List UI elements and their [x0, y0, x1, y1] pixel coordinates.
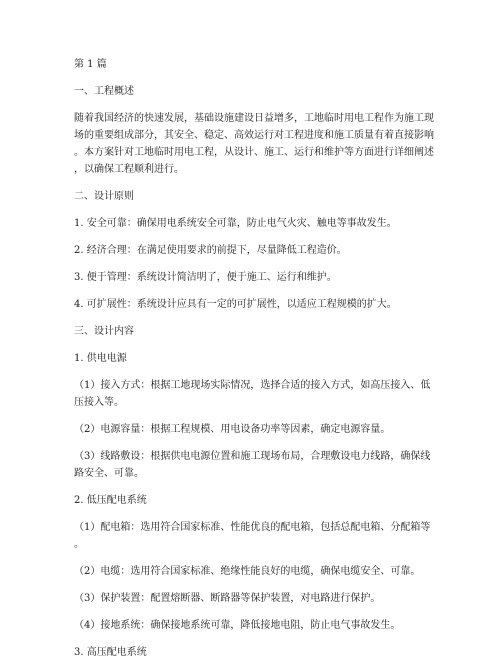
page-label: 第 1 篇	[74, 59, 107, 70]
item-line: （1）接入方式：根据工地现场实际情况，选择合适的接入方式，如高压接入、低	[74, 380, 431, 391]
item-line: （4）接地系统：确保接地系统可靠，降低接地电阻，防止电气事故发生。	[74, 620, 401, 631]
item-line: 压接入等。	[74, 397, 124, 408]
subsection-title-power-source: 1. 供电电源	[74, 353, 127, 364]
principle-item: 4. 可扩展性：系统设计应具有一定的可扩展性，以适应工程规模的扩大。	[74, 299, 397, 310]
overview-paragraph	[74, 110, 434, 178]
power-source-item-1	[74, 377, 430, 411]
section-heading-design-content: 三、设计内容	[74, 326, 134, 337]
paragraph-line: 随着我国经济的快速发展，基础设施建设日益增多，工地临时用电工程作为施工现	[74, 113, 434, 124]
item-line: 路安全、可靠。	[74, 468, 144, 479]
principle-item: 3. 便于管理：系统设计简洁明了，便于施工、运行和维护。	[74, 272, 337, 283]
item-line: （1）配电箱：选用符合国家标准、性能优良的配电箱，包括总配电箱、分配箱等	[74, 522, 431, 533]
principle-item: 1. 安全可靠：确保用电系统安全可靠，防止电气火灾、触电等事故发生。	[74, 218, 397, 229]
document-content	[74, 56, 434, 661]
power-source-item-3	[74, 448, 430, 482]
section-heading-design-principles: 二、设计原则	[74, 191, 134, 202]
low-voltage-item-1	[74, 519, 430, 553]
section-heading-overview: 一、工程概述	[74, 86, 134, 97]
paragraph-line: 。本方案针对工地临时用电工程，从设计、施工、运行和维护等方面进行详细阐述	[74, 147, 434, 158]
item-line: 。	[74, 539, 84, 550]
low-voltage-item-2	[74, 563, 430, 580]
item-line: （2）电源容量：根据工程规模、用电设备功率等因素，确定电源容量。	[74, 424, 391, 435]
principle-item: 2. 经济合理：在满足使用要求的前提下，尽量降低工程造价。	[74, 245, 347, 256]
item-line: （3）保护装置：配置熔断器、断路器等保护装置，对电路进行保护。	[74, 593, 381, 604]
subsection-title-high-voltage: 3. 高压配电系统	[74, 647, 147, 658]
subsection-title-low-voltage: 2. 低压配电系统	[74, 495, 147, 506]
paragraph-line: 场的重要组成部分，其安全、稳定、高效运行对工程进度和施工质量有着直接影响	[74, 130, 434, 141]
paragraph-line: ，以确保工程顺利进行。	[74, 164, 184, 175]
item-line: （3）线路敷设：根据供电电源位置和施工现场布局，合理敷设电力线路，确保线	[74, 451, 431, 462]
item-line: （2）电缆：选用符合国家标准、绝缘性能良好的电缆，确保电缆安全、可靠。	[74, 566, 421, 577]
low-voltage-item-4	[74, 617, 430, 634]
power-source-item-2	[74, 421, 430, 438]
low-voltage-item-3	[74, 590, 430, 607]
